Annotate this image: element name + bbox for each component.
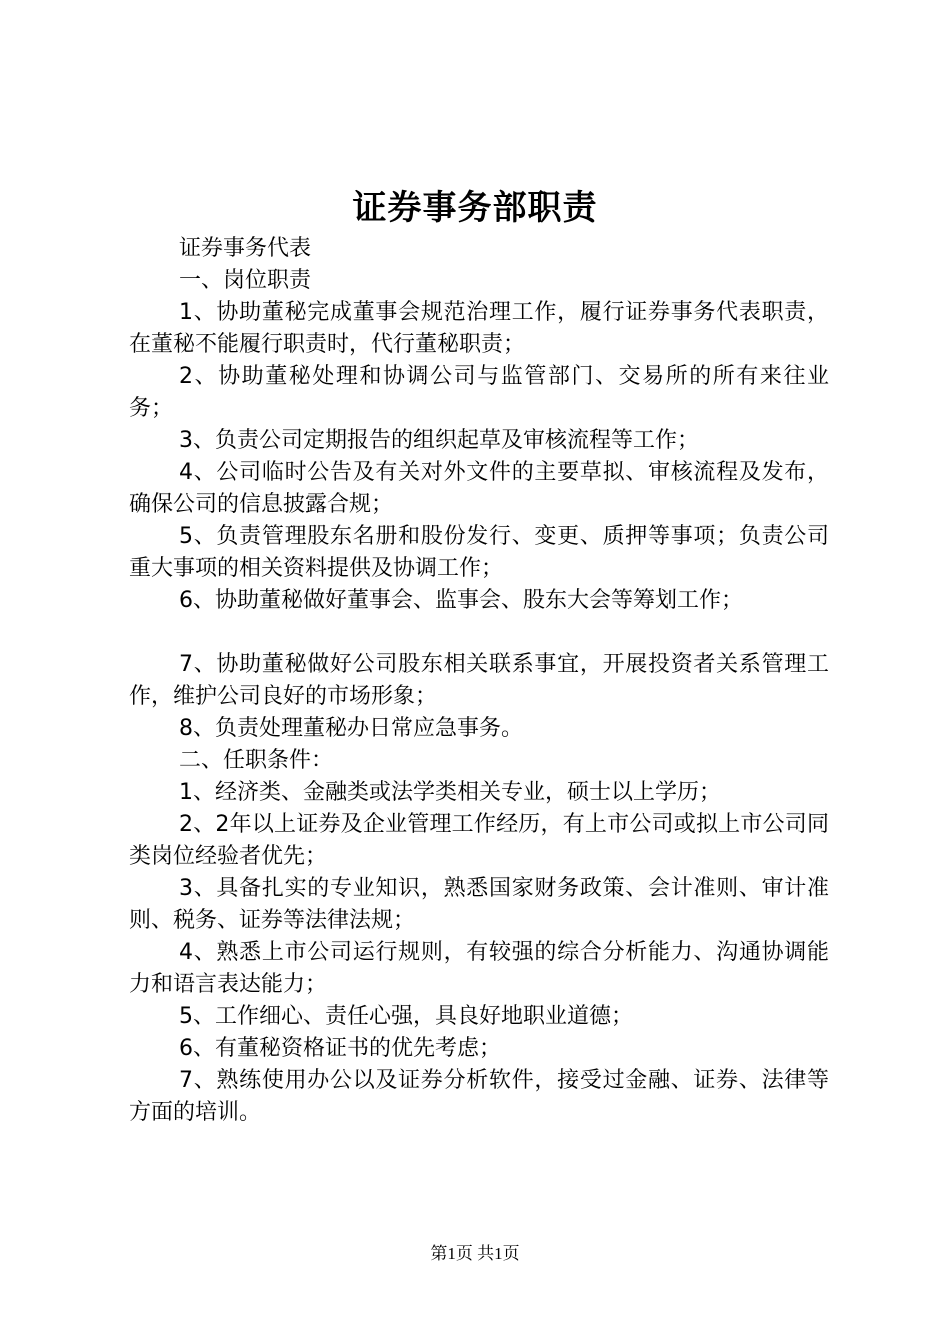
page-footer: 第1页 共1页 [430, 1244, 520, 1263]
document-body [129, 233, 829, 1129]
section-heading-requirements: 二、任职条件： [179, 748, 334, 773]
requirement-item-7: 7、熟练使用办公以及证券分析软件，接受过金融、证券、法律等方面的培训。 [129, 1068, 829, 1125]
duty-item-1: 1、协助董秘完成董事会规范治理工作，履行证券事务代表职责，在董秘不能履行职责时，代行董秘职责； [129, 300, 829, 357]
duty-item-4: 4、公司临时公告及有关对外文件的主要草拟、审核流程及发布，确保公司的信息披露合规； [129, 460, 829, 517]
duty-item-8: 8、负责处理董秘办日常应急事务。 [179, 716, 523, 741]
duty-item-2: 2、协助董秘处理和协调公司与监管部门、交易所的所有来往业务； [129, 364, 829, 421]
requirement-item-4: 4、熟悉上市公司运行规则，有较强的综合分析能力、沟通协调能力和语言表达能力； [129, 940, 829, 997]
duty-item-5: 5、负责管理股东名册和股份发行、变更、质押等事项；负责公司重大事项的相关资料提供及协调工作； [129, 524, 829, 581]
requirement-item-3: 3、具备扎实的专业知识，熟悉国家财务政策、会计准则、审计准则、税务、证券等法律法规； [129, 876, 829, 933]
requirement-item-2: 2、2年以上证券及企业管理工作经历，有上市公司或拟上市公司同类岗位经验者优先； [129, 812, 829, 869]
duty-item-3: 3、负责公司定期报告的组织起草及审核流程等工作； [179, 428, 699, 453]
requirement-item-1: 1、经济类、金融类或法学类相关专业，硕士以上学历； [179, 780, 721, 805]
page-title: 证券事务部职责 [352, 188, 598, 228]
paragraph-spacer [129, 617, 829, 649]
duty-item-7: 7、协助董秘做好公司股东相关联系事宜，开展投资者关系管理工作，维护公司良好的市场形象； [129, 652, 829, 709]
duty-item-6: 6、协助董秘做好董事会、监事会、股东大会等筹划工作； [179, 588, 743, 613]
section-heading-duties: 一、岗位职责 [179, 268, 312, 293]
section-subtitle: 证券事务代表 [179, 236, 312, 261]
requirement-item-5: 5、工作细心、责任心强，具良好地职业道德； [179, 1004, 633, 1029]
requirement-item-6: 6、有董秘资格证书的优先考虑； [179, 1036, 501, 1061]
